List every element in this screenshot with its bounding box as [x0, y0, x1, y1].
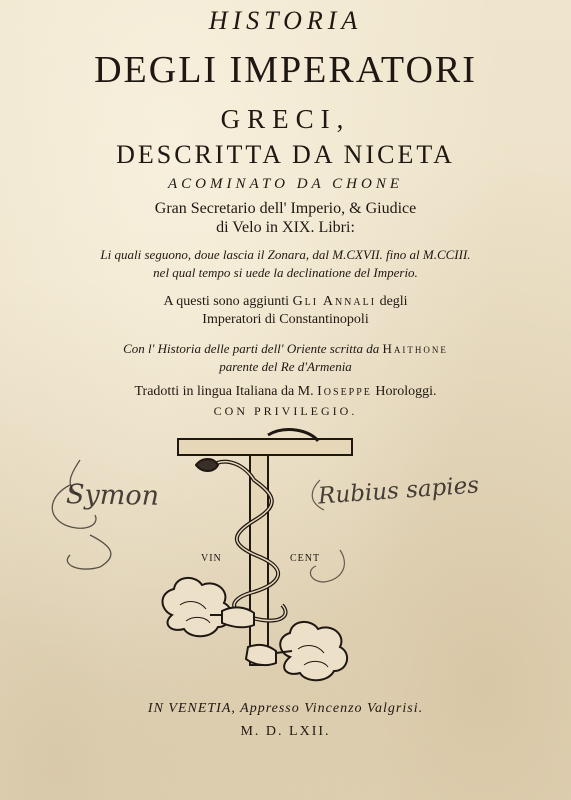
- annals-text-b: Gli Annali: [292, 294, 377, 309]
- signature-right: Rubius sapies: [317, 472, 480, 510]
- imprint-year: M. D. LXII.: [240, 724, 331, 739]
- translator-line: [0, 384, 571, 400]
- title-greci: GRECI,: [220, 104, 351, 134]
- title-descritta: DESCRITTA DA NICETA: [116, 140, 455, 169]
- imprint: IN VENETIA, Appresso Vincenzo Valgrisi.: [147, 701, 424, 716]
- historia-text-a: Con l' Historia delle parti dell' Oriente scritta da: [123, 341, 380, 356]
- historia-line-1: [0, 341, 571, 357]
- historia-text-b: Haithone: [382, 341, 448, 356]
- translator-text-a: Tradotti in lingua Italiana da M.: [134, 384, 314, 399]
- scope-line-1: Li quali seguono, doue lascia il Zonara, dal M.CXVII. fino al M.CCIII.: [100, 247, 471, 262]
- signature-left: Symon: [65, 479, 160, 512]
- title-historia: HISTORIA: [208, 6, 363, 35]
- translator-text-b: Ioseppe: [317, 384, 372, 399]
- annals-text-a: A questi sono aggiunti: [163, 294, 290, 309]
- title-degli-imperatori: DEGLI IMPERATORI: [94, 49, 477, 91]
- privilege-line: CON PRIVILEGIO.: [213, 404, 358, 418]
- motto-cent: CENT: [290, 553, 321, 564]
- ink-flourish-icon: [40, 455, 150, 575]
- signature-flourish-right: [300, 470, 360, 590]
- motto-vin: VIN: [201, 553, 222, 564]
- books-count: di Velo in XIX. Libri:: [216, 219, 355, 236]
- annals-line-1: [0, 294, 571, 310]
- historia-line-2: parente del Re d'Armenia: [219, 359, 352, 374]
- ink-flourish-icon: [300, 470, 360, 590]
- author-name: ACOMINATO DA CHONE: [167, 176, 404, 192]
- translator-text-c: Horologgi.: [375, 384, 437, 399]
- scope-line-2: nel qual tempo si uede la declinatione del Imperio.: [153, 265, 418, 280]
- annals-line-2: Imperatori di Constantinopoli: [202, 312, 369, 327]
- signature-flourish: [40, 455, 150, 575]
- author-title: Gran Secretario dell' Imperio, & Giudice: [154, 200, 417, 217]
- annals-text-c: degli: [379, 294, 408, 309]
